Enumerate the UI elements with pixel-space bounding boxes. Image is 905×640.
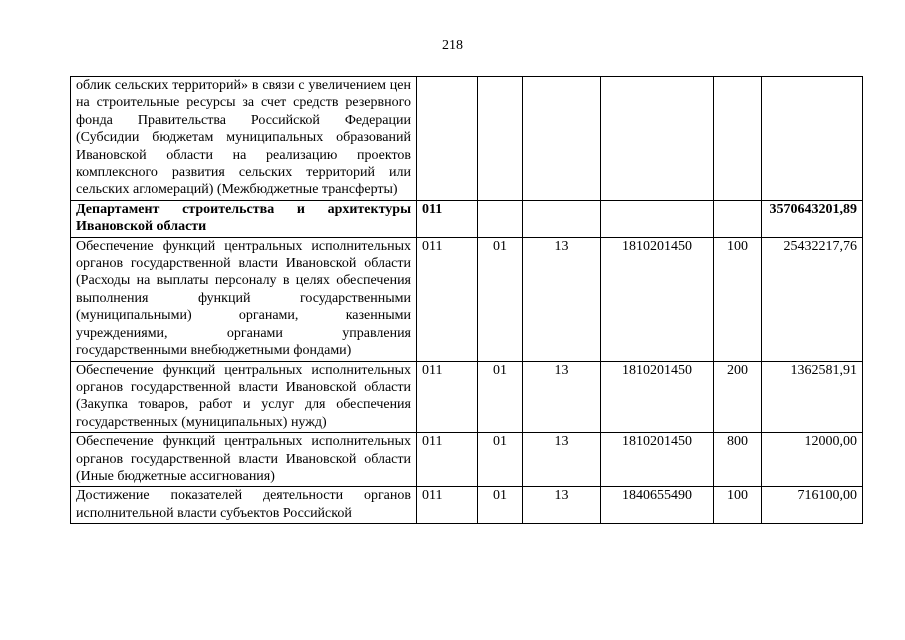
subsection-code-cell: 13 [523,361,601,433]
section-code-cell: 01 [478,487,523,524]
subsection-code-cell: 13 [523,433,601,487]
target-article-cell: 1810201450 [601,237,714,361]
ministry-code-cell: 011 [417,200,478,237]
section-code-cell: 01 [478,361,523,433]
subsection-code-cell: 13 [523,237,601,361]
expense-type-cell: 100 [714,487,762,524]
ministry-code-cell: 011 [417,237,478,361]
subsection-code-cell [523,200,601,237]
table-row [71,433,863,487]
amount-cell [762,77,863,201]
amount-cell: 716100,00 [762,487,863,524]
expense-name-cell: Департамент строительства и архитектуры Ивановской области [71,200,417,237]
target-article-cell [601,77,714,201]
ministry-code-cell [417,77,478,201]
ministry-code-cell: 011 [417,433,478,487]
page-number: 218 [442,38,463,53]
amount-cell: 1362581,91 [762,361,863,433]
amount-cell: 25432217,76 [762,237,863,361]
section-code-cell [478,77,523,201]
target-article-cell: 1840655490 [601,487,714,524]
expense-type-cell [714,77,762,201]
ministry-code-cell: 011 [417,361,478,433]
budget-table [70,76,863,524]
target-article-cell: 1810201450 [601,433,714,487]
section-code-cell [478,200,523,237]
section-code-cell: 01 [478,237,523,361]
amount-cell: 12000,00 [762,433,863,487]
expense-type-cell [714,200,762,237]
target-article-cell [601,200,714,237]
expense-name-cell: Обеспечение функций центральных исполнительных органов государственной власти Ивановской области (Расходы на выплаты персоналу в целях обеспечения выполнения функций государственными (муниципальными) органами, казенными учреждениями, органами управления государственными внебюджетными фондами) [71,237,417,361]
section-code-cell: 01 [478,433,523,487]
expense-name-cell: Достижение показателей деятельности органов исполнительной власти субъектов Российской [71,487,417,524]
ministry-code-cell: 011 [417,487,478,524]
table-row [71,200,863,237]
expense-type-cell: 200 [714,361,762,433]
expense-name-cell: Обеспечение функций центральных исполнительных органов государственной власти Ивановской области (Иные бюджетные ассигнования) [71,433,417,487]
expense-type-cell: 100 [714,237,762,361]
table-row [71,487,863,524]
table-row [71,361,863,433]
target-article-cell: 1810201450 [601,361,714,433]
amount-cell: 3570643201,89 [762,200,863,237]
expense-type-cell: 800 [714,433,762,487]
expense-name-cell: Обеспечение функций центральных исполнительных органов государственной власти Ивановской области (Закупка товаров, работ и услуг для обеспечения государственных (муниципальных) нужд) [71,361,417,433]
table-row [71,237,863,361]
subsection-code-cell [523,77,601,201]
expense-name-cell: облик сельских территорий» в связи с увеличением цен на строительные ресурсы за счет средств резервного фонда Правительства Российской Федерации (Субсидии бюджетам муниципальных образований Ивановской области на реализацию проектов комплексного развития сельских территорий или сельских агломераций) (Межбюджетные трансферты) [71,77,417,201]
subsection-code-cell: 13 [523,487,601,524]
table-row [71,77,863,201]
